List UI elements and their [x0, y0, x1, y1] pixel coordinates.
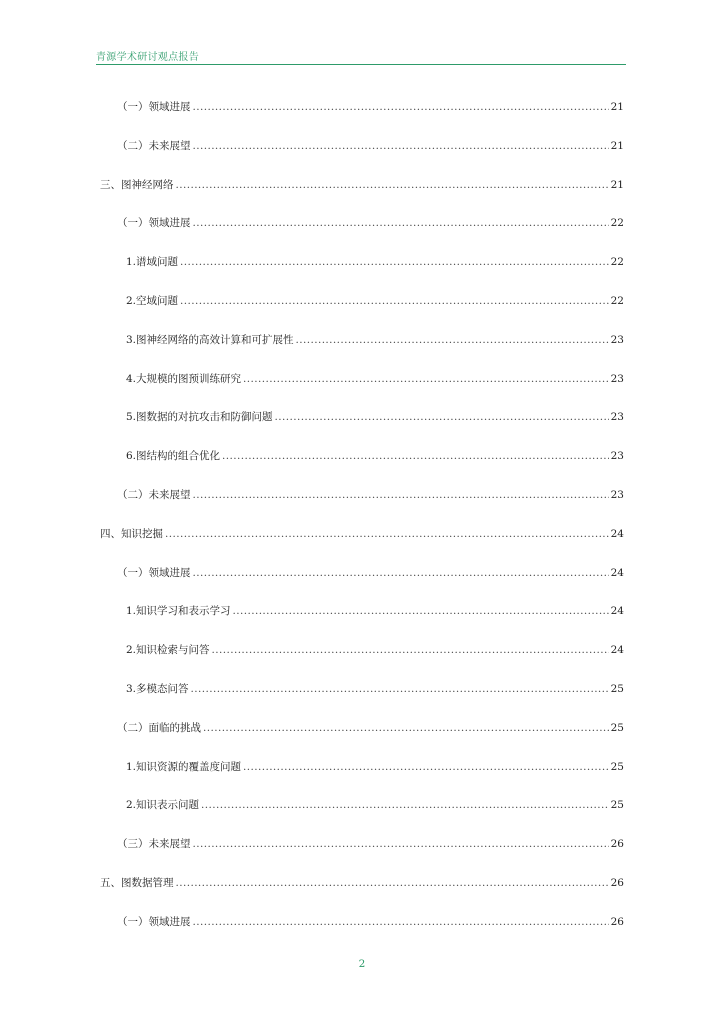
toc-entry-label: （一）领域进展 — [117, 567, 191, 579]
toc-entry-page: 23 — [610, 450, 624, 462]
toc-entry-label: 2.知识表示问题 — [126, 799, 200, 811]
toc-entry[interactable] — [126, 370, 624, 386]
toc-entry[interactable] — [117, 564, 624, 580]
toc-entry-page: 22 — [610, 217, 624, 229]
toc-leader-dots — [180, 294, 609, 308]
toc-entry-page: 23 — [610, 489, 624, 501]
toc-leader-dots — [193, 915, 609, 929]
toc-leader-dots — [193, 139, 609, 153]
toc-entry-page: 24 — [610, 644, 624, 656]
toc-entry-label: 2.空域问题 — [126, 295, 179, 307]
toc-entry-page: 25 — [610, 799, 624, 811]
toc-leader-dots — [193, 837, 609, 851]
toc-leader-dots — [193, 488, 609, 502]
toc-leader-dots — [176, 876, 609, 890]
toc-entry-label: 三、图神经网络 — [100, 179, 174, 191]
toc-entry-page: 26 — [610, 838, 624, 850]
toc-entry-label: （一）领域进展 — [117, 217, 191, 229]
toc-leader-dots — [212, 643, 609, 657]
toc-entry-label: （二）未来展望 — [117, 140, 191, 152]
toc-entry-label: 6.图结构的组合优化 — [126, 450, 221, 462]
toc-entry-page: 21 — [610, 140, 624, 152]
toc-entry-page: 24 — [610, 567, 624, 579]
toc-leader-dots — [165, 527, 609, 541]
toc-entry-label: （二）面临的挑战 — [117, 722, 201, 734]
toc-entry-page: 24 — [610, 528, 624, 540]
toc-leader-dots — [222, 449, 609, 463]
toc-entry-page: 22 — [610, 295, 624, 307]
toc-entry-page: 25 — [610, 683, 624, 695]
toc-leader-dots — [296, 333, 609, 347]
toc-entry-page: 23 — [610, 411, 624, 423]
page-number: 2 — [358, 958, 366, 970]
toc-entry-page: 25 — [610, 761, 624, 773]
toc-entry-label: 四、知识挖掘 — [100, 528, 163, 540]
toc-leader-dots — [176, 178, 609, 192]
toc-entry[interactable] — [126, 680, 624, 696]
toc-entry-label: 4.大规模的图预训练研究 — [126, 373, 242, 385]
toc-entry-label: （二）未来展望 — [117, 489, 191, 501]
toc-entry[interactable] — [117, 913, 624, 929]
toc-leader-dots — [201, 798, 609, 812]
toc-entry-label: 3.图神经网络的高效计算和可扩展性 — [126, 334, 294, 346]
toc-entry-label: 1.知识学习和表示学习 — [126, 605, 231, 617]
toc-entry-page: 21 — [610, 179, 624, 191]
toc-entry[interactable] — [126, 758, 624, 774]
toc-entry-page: 23 — [610, 373, 624, 385]
toc-entry[interactable] — [126, 253, 624, 269]
toc-entry-label: 五、图数据管理 — [100, 877, 174, 889]
toc-entry-label: 3.多模态问答 — [126, 683, 189, 695]
toc-entry[interactable] — [126, 447, 624, 463]
toc-leader-dots — [193, 216, 609, 230]
toc-entry[interactable] — [126, 602, 624, 618]
toc-entry-page: 25 — [610, 722, 624, 734]
toc-entry[interactable] — [117, 835, 624, 851]
header-title: 青源学术研讨观点报告 — [96, 52, 199, 63]
toc-entry[interactable] — [117, 214, 624, 230]
toc-entry[interactable] — [100, 176, 624, 192]
toc-leader-dots — [243, 372, 609, 386]
toc-entry-label: 1.知识资源的覆盖度问题 — [126, 761, 242, 773]
toc-entry-label: 2.知识检索与问答 — [126, 644, 210, 656]
toc-leader-dots — [233, 604, 609, 618]
toc-entry[interactable] — [117, 137, 624, 153]
toc-entry[interactable] — [126, 292, 624, 308]
toc-entry-page: 26 — [610, 916, 624, 928]
toc-entry[interactable] — [126, 331, 624, 347]
toc-entry[interactable] — [117, 98, 624, 114]
toc-entry-page: 22 — [610, 256, 624, 268]
toc-entry-page: 26 — [610, 877, 624, 889]
toc-entry-label: （一）领域进展 — [117, 101, 191, 113]
toc-entry-page: 21 — [610, 101, 624, 113]
toc-entry[interactable] — [126, 408, 624, 424]
toc-leader-dots — [193, 100, 609, 114]
toc-entry[interactable] — [117, 486, 624, 502]
toc-entry[interactable] — [100, 874, 624, 890]
toc-entry-page: 24 — [610, 605, 624, 617]
toc-entry[interactable] — [117, 719, 624, 735]
toc-leader-dots — [243, 760, 609, 774]
toc-entry[interactable] — [126, 641, 624, 657]
toc-entry[interactable] — [126, 796, 624, 812]
toc-leader-dots — [180, 255, 609, 269]
toc-leader-dots — [275, 410, 609, 424]
toc-entry-page: 23 — [610, 334, 624, 346]
toc-leader-dots — [193, 566, 609, 580]
toc-leader-dots — [191, 682, 609, 696]
toc-entry-label: （一）领域进展 — [117, 916, 191, 928]
toc-leader-dots — [203, 721, 609, 735]
toc-entry[interactable] — [100, 525, 624, 541]
toc-entry-label: 1.谱域问题 — [126, 256, 179, 268]
toc-entry-label: 5.图数据的对抗攻击和防御问题 — [126, 411, 273, 423]
toc-entry-label: （三）未来展望 — [117, 838, 191, 850]
